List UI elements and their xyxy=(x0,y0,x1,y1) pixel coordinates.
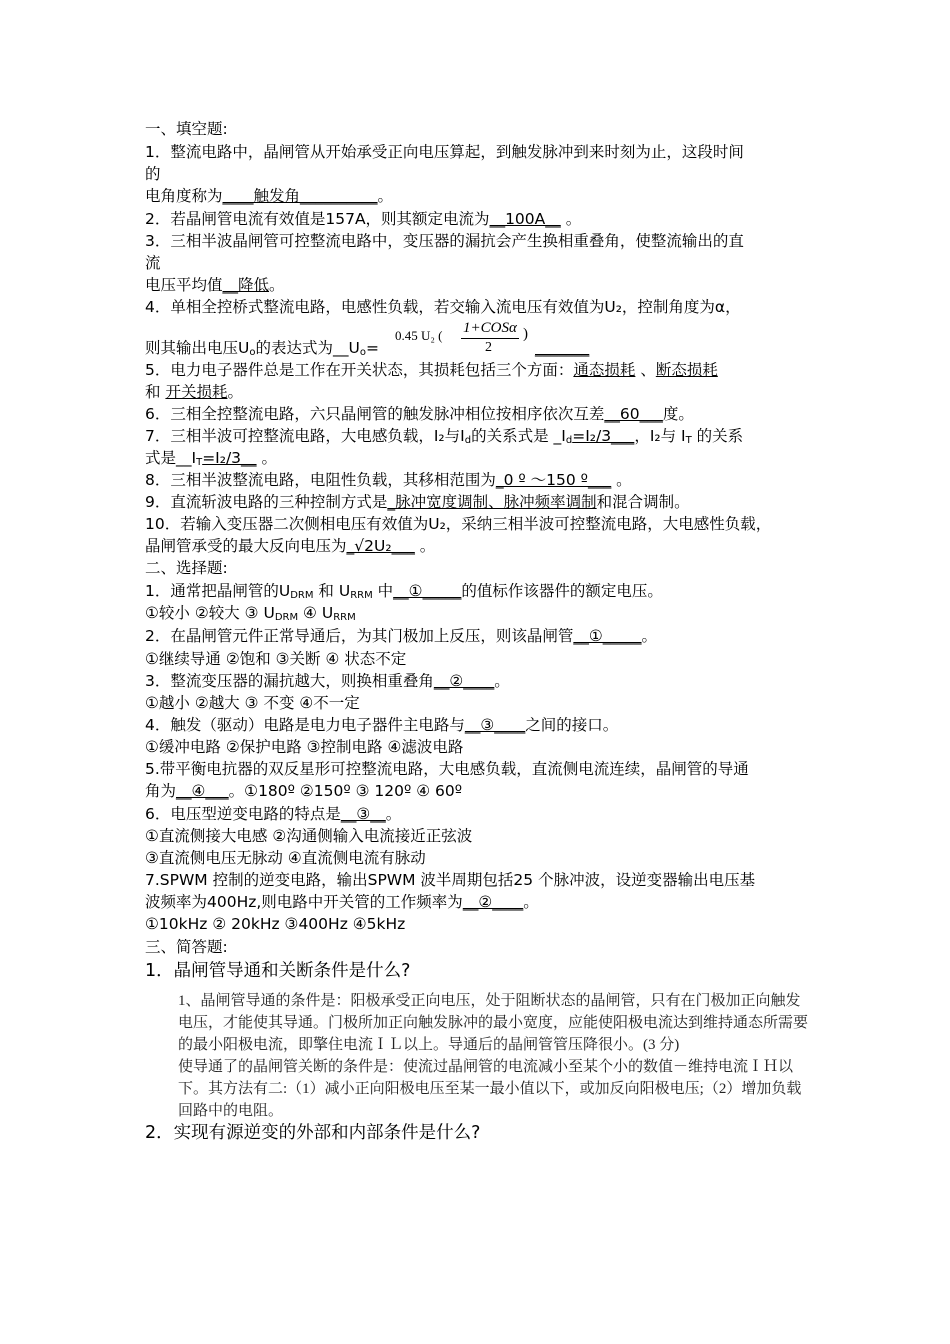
q4-text: 则其输出电压U xyxy=(145,339,250,357)
s2-q4-line xyxy=(145,714,618,736)
formula-denominator: 2 xyxy=(485,340,492,355)
q10-answer: _√2U₂___ xyxy=(346,537,415,555)
s3-a1-line-4: 使导通了的晶闸管关断的条件是：使流过晶闸管的电流减小至某个小的数值－维持电流ＩＨ以 xyxy=(178,1059,794,1075)
q7-text-3: ，I₂与 I xyxy=(634,427,686,445)
q4-blank: _______ xyxy=(535,339,590,357)
s2-q6-text: 6．电压型逆变电路的特点是 xyxy=(145,805,341,823)
s2-q6-options-1: ①直流侧接大电感 ②沟通侧输入电流接近正弦波 xyxy=(145,827,473,845)
s2-q7-end: 。 xyxy=(523,893,539,911)
q3-text: 电压平均值 xyxy=(145,276,223,294)
s2-q1-text-2: 和 U xyxy=(313,582,351,600)
s2-q4-answer: __③____ xyxy=(464,716,526,734)
q5-end: 。 xyxy=(227,383,243,401)
q7-sub-4: T xyxy=(196,457,203,468)
s2-q6-options-2: ③直流侧电压无脉动 ④直流侧电流有脉动 xyxy=(145,849,426,867)
q8-end: 。 xyxy=(611,471,632,489)
s3-q1: 1．晶闸管导通和关断条件是什么? xyxy=(145,961,411,981)
s2-q7-line-2 xyxy=(145,891,539,913)
s2-q4-options: ①缓冲电路 ②保护电路 ③控制电路 ④滤波电路 xyxy=(145,738,464,756)
q6-text: 6．三相全控整流电路，六只晶闸管的触发脉冲相位按相序依次互差 xyxy=(145,405,605,423)
q2-text: 2．若晶闸管电流有效值是157A，则其额定电流为 xyxy=(145,210,490,228)
formula-numerator: 1+COSα xyxy=(463,320,517,336)
q8-line xyxy=(145,469,632,491)
q1-line-3 xyxy=(145,185,393,207)
s3-q2: 2．实现有源逆变的外部和内部条件是什么? xyxy=(145,1123,481,1143)
s2-q6-line xyxy=(145,803,401,825)
s2-q5-options: 。①180º ②150º ③ 120º ④ 60º xyxy=(228,782,463,800)
q3-answer: __降低 xyxy=(222,276,270,294)
s2-q1-sub: DRM xyxy=(290,590,314,601)
formula-fraction-bar xyxy=(461,338,519,339)
s2-q1-opt-text-2: ④ U xyxy=(298,604,334,622)
q6-answer: __60___ xyxy=(604,405,663,423)
s3-a1-line-1: 1、晶闸管导通的条件是：阳极承受正向电压，处于阻断状态的晶闸管，只有在门极加正向触发 xyxy=(178,993,801,1009)
s2-q2-line xyxy=(145,625,657,647)
section-1-title: 一、填空题: xyxy=(145,120,228,138)
q5-sep: 、 xyxy=(635,361,656,379)
q1-end: 。 xyxy=(377,187,394,205)
s3-a1-line-5: 下。其方法有二:（1）减小正向阳极电压至某一最小值以下，或加反向阳极电压;（2）增加负载 xyxy=(178,1081,802,1097)
s2-q1-sub-2: RRM xyxy=(350,590,373,601)
q4-eq: = xyxy=(365,339,379,357)
q10-line-1: 10．若输入变压器二次侧相电压有效值为U₂，采纳三相半波可控整流电路，大电感性负载， xyxy=(145,515,772,533)
q7-text-4: 的关系 xyxy=(691,427,744,445)
s3-a1-line-6: 回路中的电阻。 xyxy=(178,1103,284,1119)
q9-line xyxy=(145,491,690,513)
q4-text-2: 的表达式为__U xyxy=(255,339,360,357)
s2-q2-end: 。 xyxy=(641,627,658,645)
q8-answer: _0 º ～150 º___ xyxy=(495,471,612,489)
q5-answer-2: 断态损耗 xyxy=(655,361,718,379)
q2-line xyxy=(145,208,581,230)
q2-answer: __100A__ xyxy=(489,210,561,228)
s2-q5-text: 角为 xyxy=(145,782,177,800)
q10-text: 晶闸管承受的最大反向电压为 xyxy=(145,537,347,555)
section-2-title: 二、选择题: xyxy=(145,559,228,577)
s2-q7-text: 波频率为400Hz,则电路中开关管的工作频率为 xyxy=(145,893,463,911)
s2-q3-end: 。 xyxy=(494,672,510,690)
s2-q3-line xyxy=(145,670,510,692)
q7-text-5: 式是__I xyxy=(145,449,197,467)
q7-end: 。 xyxy=(256,449,277,467)
q3-line-2: 流 xyxy=(145,254,161,272)
q7-answer-2: =I₂/3__ xyxy=(202,449,257,467)
q5-answer-1: 通态损耗 xyxy=(573,361,636,379)
q7-answer: =I₂/3___ xyxy=(572,427,635,445)
q9-end: 和混合调制。 xyxy=(596,493,690,511)
s2-q3-answer: __②____ xyxy=(433,672,495,690)
s3-a1-line-3: 的最小阳极电流，即擎住电流ＩＬ以上。导通后的晶闸管管压降很小。(3 分) xyxy=(178,1037,680,1053)
s2-q3-options: ①越小 ②越大 ③ 不变 ④不一定 xyxy=(145,694,360,712)
q7-text-2: 的关系式是 _I xyxy=(471,427,566,445)
s2-q1-answer: __①_____ xyxy=(393,582,462,600)
s2-q2-text: 2．在晶闸管元件正常导通后，为其门极加上反压，则该晶闸管 xyxy=(145,627,574,645)
s2-q1-text-3: 中 xyxy=(372,582,394,600)
s2-q1-opt-text: ①较小 ②较大 ③ U xyxy=(145,604,275,622)
formula-coef: 0.45 U₂ ( xyxy=(395,328,443,343)
s2-q1-end: 的值标作该器件的额定电压。 xyxy=(461,582,663,600)
s2-q1-opt-sub-2: RRM xyxy=(333,612,356,623)
s2-q4-text: 4．触发（驱动）电路是电力电子器件主电路与 xyxy=(145,716,465,734)
q4-line-1: 4．单相全控桥式整流电路，电感性负载，若交输入流电压有效值为U₂，控制角度为α， xyxy=(145,298,741,316)
q5-text-2: 和 xyxy=(145,383,166,401)
q5-line-2 xyxy=(145,381,243,403)
q10-line-2 xyxy=(145,535,435,557)
q9-text: 9．直流斩波电路的三种控制方式是 xyxy=(145,493,388,511)
q9-answer: _脉冲宽度调制、脉冲频率调制 xyxy=(387,493,597,511)
s2-q2-answer: __①_____ xyxy=(573,627,642,645)
q3-line-1: 3．三相半波晶闸管可控整流电路中，变压器的漏抗会产生换相重叠角，使整流输出的直 xyxy=(145,232,744,250)
q1-line-1: 1．整流电路中，晶闸管从开始承受正向电压算起，到触发脉冲到来时刻为止，这段时间 xyxy=(145,143,744,161)
s2-q5-line-2 xyxy=(145,780,462,802)
s2-q7-line-1: 7.SPWM 控制的逆变电路，输出SPWM 波半周期包括25 个脉冲波，设逆变器输出电压基 xyxy=(145,871,756,889)
q8-text: 8．三相半波整流电路，电阻性负载，其移相范围为 xyxy=(145,471,496,489)
s2-q5-line-1: 5.带平衡电抗器的双反星形可控整流电路，大电感负载，直流侧电流连续，晶闸管的导通 xyxy=(145,760,749,778)
q6-end: 度。 xyxy=(662,405,694,423)
q7-sub-3: T xyxy=(685,435,692,446)
q1-answer: ____触发角__________ xyxy=(222,187,378,205)
s2-q6-end: 。 xyxy=(385,805,402,823)
q1-text: 电角度称为 xyxy=(145,187,223,205)
section-3-title: 三、简答题: xyxy=(145,938,228,956)
s2-q2-options: ①继续导通 ②饱和 ③关断 ④ 状态不定 xyxy=(145,650,407,668)
formula-close: ) xyxy=(523,326,528,342)
s2-q6-answer: __③__ xyxy=(340,805,386,823)
q7-sub: d xyxy=(464,435,472,446)
q6-line xyxy=(145,403,694,425)
s2-q1-opt-sub: DRM xyxy=(274,612,299,623)
q5-line-1 xyxy=(145,359,718,381)
q4-sub: o xyxy=(249,347,256,358)
q2-end: 。 xyxy=(560,210,582,228)
q3-line-3 xyxy=(145,274,285,296)
q5-answer-3: 开关损耗 xyxy=(165,383,228,401)
s2-q5-answer: __④___ xyxy=(176,782,229,800)
s2-q1-text: 1．通常把晶闸管的U xyxy=(145,582,291,600)
s2-q7-answer: __②____ xyxy=(462,893,524,911)
s2-q3-text: 3．整流变压器的漏抗越大，则换相重叠角 xyxy=(145,672,434,690)
q5-text: 5．电力电子器件总是工作在开关状态，其损耗包括三个方面： xyxy=(145,361,574,379)
s2-q4-end: 之间的接口。 xyxy=(525,716,619,734)
q4-sub-2: o xyxy=(359,347,366,358)
q7-text: 7．三相半波可控整流电路，大电感负载，I₂与I xyxy=(145,427,465,445)
q1-line-2: 的 xyxy=(145,165,161,183)
q3-end: 。 xyxy=(269,276,285,294)
q7-sub-2: d xyxy=(565,435,573,446)
s3-a1-line-2: 电压，才能使其导通。门极所加正向触发脉冲的最小宽度，应能使阳极电流达到维持通态所需要 xyxy=(178,1015,809,1031)
q10-end: 。 xyxy=(414,537,436,555)
s2-q7-options: ①10kHz ② 20kHz ③400Hz ④5kHz xyxy=(145,915,406,933)
